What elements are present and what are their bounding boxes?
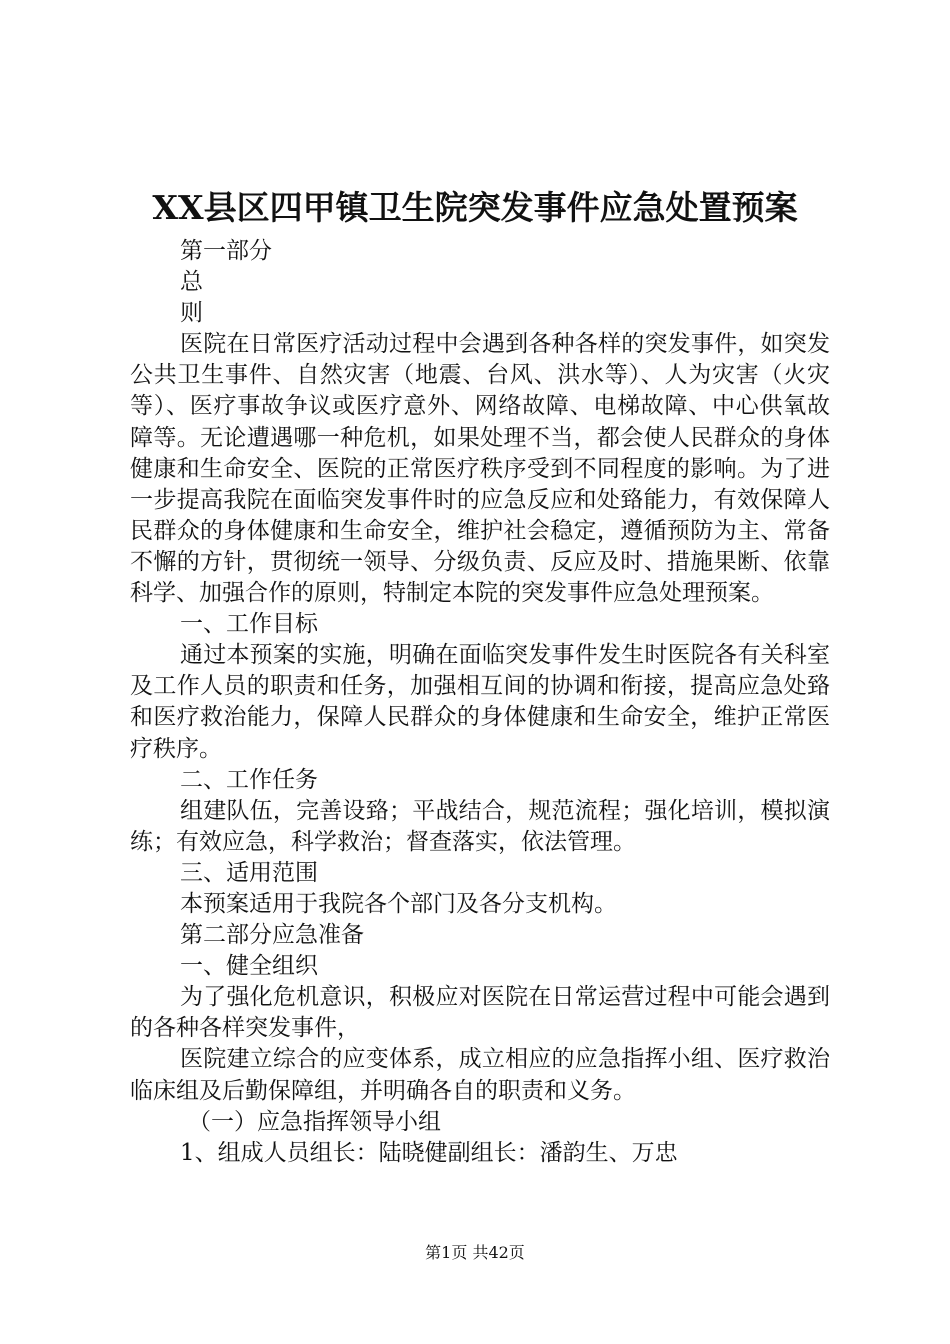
paragraph-organization-1: 为了强化危机意识，积极应对医院在日常运营过程中可能会遇到的各种各样突发事件， bbox=[130, 984, 830, 1042]
paragraph-members: 1、组成人员组长：陆晓健副组长：潘韵生、万忠 bbox=[180, 1139, 678, 1166]
document-body bbox=[130, 236, 830, 1169]
section-heading-goal: 一、工作目标 bbox=[180, 611, 318, 638]
document-title: XX县区四甲镇卫生院突发事件应急处置预案 bbox=[152, 188, 798, 227]
part-heading: 第一部分 bbox=[180, 238, 272, 264]
section-heading-organization: 一、健全组织 bbox=[180, 953, 318, 980]
paragraph-scope: 本预案适用于我院各个部门及各分支机构。 bbox=[180, 890, 617, 917]
part-heading-char: 则 bbox=[180, 300, 203, 327]
subsection-heading-leadership: （一）应急指挥领导小组 bbox=[188, 1108, 441, 1135]
section-heading-scope: 三、适用范围 bbox=[180, 859, 318, 886]
page-footer: 第1页 共42页 bbox=[425, 1243, 525, 1262]
part-heading-char: 总 bbox=[180, 269, 203, 296]
paragraph-goal: 通过本预案的实施，明确在面临突发事件发生时医院各有关科室及工作人员的职责和任务，加强相互间的协调和衔接，提高应急处臵和医疗救治能力，保障人民群众的身体健康和生命安全，维护正常医疗秩序。 bbox=[130, 642, 830, 762]
paragraph-intro: 医院在日常医疗活动过程中会遇到各种各样的突发事件，如突发公共卫生事件、自然灾害（地震、台风、洪水等）、人为灾害（火灾等）、医疗事故争议或医疗意外、网络故障、电梯故障、中心供氧故障等。无论遭遇哪一种危机，如果处理不当，都会使人民群众的身体健康和生命安全、医院的正常医疗秩序受到不同程度的影响。为了进一步提高我院在面临突发事件时的应急反应和处臵能力，有效保障人民群众的身体健康和生命安全，维护社会稳定，遵循预防为主、常备不懈的方针，贯彻统一领导、分级负责、反应及时、措施果断、依靠科学、加强合作的原则，特制定本院的突发事件应急处理预案。 bbox=[130, 331, 830, 607]
section-heading-task: 二、工作任务 bbox=[180, 766, 318, 793]
paragraph-organization-2: 医院建立综合的应变体系，成立相应的应急指挥小组、医疗救治临床组及后勤保障组，并明确各自的职责和义务。 bbox=[130, 1046, 830, 1104]
part-two-heading: 第二部分应急准备 bbox=[180, 922, 364, 949]
paragraph-task: 组建队伍，完善设臵；平战结合，规范流程；强化培训，模拟演练；有效应急，科学救治；督查落实，依法管理。 bbox=[130, 797, 830, 855]
